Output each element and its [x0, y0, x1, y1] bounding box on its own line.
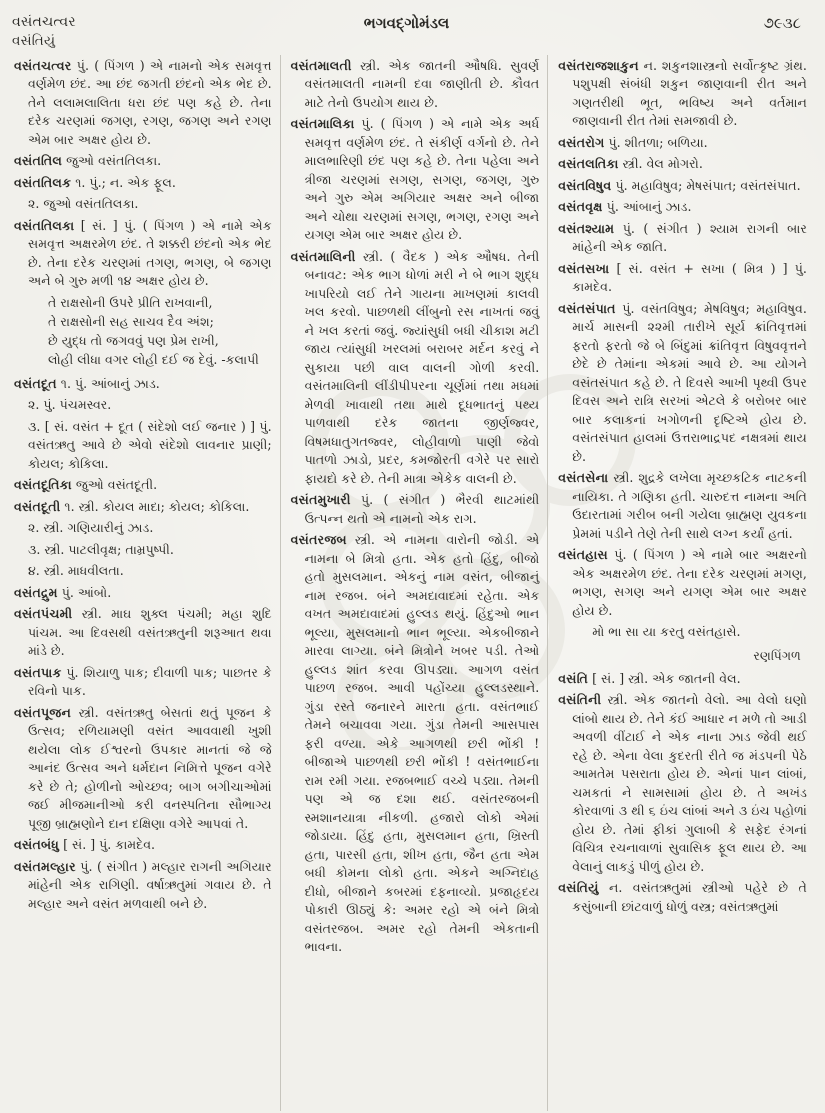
headword: વસંતતિલ — [14, 153, 63, 169]
column-1 — [12, 55, 280, 1111]
headword: વસંતદ્રુમ — [14, 584, 58, 600]
headword: વસંતિયું — [558, 880, 599, 896]
dictionary-entry: વસંતચત્વર પું. ( પિંગળ ) એ નામનો એક સમવૃત્ત વર્ણમેળ છંદ. આ છંદ જગતી છંદનો એક ભેદ છે. તેને લલામલાલિતા ધરા છંદ પણ કહે છે. તેના દરેક ચરણમાં જગણ, રગણ, જગણ અને રગણ એમ બાર અક્ષર હોય છે. — [14, 57, 272, 147]
dictionary-entry: વસંતરજબ સ્ત્રી. એ નામના વારોની જોડી. એ નામના બે મિત્રો હતા. એક હતો હિંદુ, બીજો હતો મુસલમાન. એકનું નામ વસંત, બીજાનું નામ રજબ. બંને અમદાવાદમાં રહેતા. એક વખત અમદાવાદમાં હુલ્લડ થયું. હિંદુઓ ભાન ભૂલ્યા, મુસલમાનો ભાન ભૂલ્યા. એકબીજાને મારવા લાગ્યા. બંને મિત્રોને ખબર પડી. તેઓ હુલ્લડ શાંત કરવા ઊપડ્યા. આગળ વસંત પાછળ રજબ. આવી પહોંચ્યા હુલ્લડસ્થાને. ગુંડા રસ્તે જનારને મારતા હતા. વસંતભાઈ તેમને બચાવવા ગયા. ગુંડા તેમની આસપાસ ફરી વળ્યા. એકે આગળથી છરી ભોંકી ! બીજાએ પાછળથી છરી ભોંકી ! વસંતભાઈના રામ રમી ગયા. રજબભાઈ વચ્ચે પડ્યા. તેમની પણ એ જ દશા થઈ. વસંતરજબની સ્મશાનયાત્રા નીકળી. હજારો લોકો એમાં જોડાયા. હિંદુ હતા, મુસલમાન હતા, ખ્રિસ્તી હતા, પારસી હતા, શીખ હતા, જૈન હતા એમ બધી કોમના લોકો હતા. એકને અગ્નિદાહ દીધો, બીજાને કબરમાં દફનાવ્યો. પ્રજાહૃદય પોકારી ઊઠ્યું કે: અમર રહો એ બંને મિત્રો વસંતરજબ. અમર રહો તેમની એકતાની ભાવના. — [290, 532, 540, 955]
headword: વસંતપંચમી — [14, 606, 73, 622]
entry-subsense: ૩. [ સં. વસંત + દૂત ( સંદેશો લઈ જનાર ) ] પું. વસંતઋતુ આવે છે એવો સંદેશો લાવનાર પ્રાણી; કોયલ; કોકિલા. — [28, 418, 272, 471]
headword: વસંતરજબ — [290, 532, 347, 548]
headword: વસંતમાલિકા — [290, 116, 355, 132]
dictionary-entry: વસંતદૂતિકા જુઓ વસંતદૂતી. — [14, 477, 158, 493]
column-3 — [547, 55, 815, 1111]
headword: વસંતલતિકા — [558, 156, 619, 172]
dictionary-entry: વસંતસખા [ સં. વસંત + સખા ( મિત્ર ) ] પું. કામદેવ. — [558, 260, 807, 295]
headword: વસંતબંધુ — [14, 837, 60, 853]
entry-subsense: ૨. પું. પંચમસ્વર. — [28, 397, 112, 413]
headword: વસંતિની — [558, 692, 602, 708]
dictionary-entry: વસંતદૂત ૧. પું. આંબાનું ઝાડ. — [14, 375, 160, 391]
entry-subsense: ૪. સ્ત્રી. માધવીલતા. — [28, 563, 124, 579]
headword: વસંતસેના — [558, 470, 609, 486]
headword: વસંતદૂત — [14, 375, 57, 391]
headword: વસંતચત્વર — [14, 57, 72, 73]
page-header — [12, 14, 815, 49]
headword: વસંતરોગ — [558, 134, 605, 150]
headword: વસંતિ — [558, 670, 589, 686]
dictionary-entry: વસંતસંપાત પું. વસંતવિષુવ; મેષવિષુવ; મહાવિષુવ. માર્ચ માસની ૨૨મી તારીખે સૂર્ય ક્રાંતિવૃત્તમાં ફરતો ફરતો જે બે બિંદુમાં ક્રાંતિવૃત્ત વિષુવવૃત્તને છેદે છે તેમાંના એકમાં આવે છે. આ યોગને વસંતસંપાત કહે છે. તે દિવસે આખી પૃથ્વી ઉપર દિવસ અને રાત્રિ સરખાં એટલે કે બરોબર બાર બાર કલાકનાં ખગોળની દૃષ્ટિએ હોય છે. વસંતસંપાત હાલમાં ઉત્તરાભાદ્રપદ નક્ષત્રમાં થાય છે. — [558, 300, 807, 464]
headword: વસંતમુખારી — [290, 492, 351, 508]
headword: વસંતદૂતી — [14, 498, 61, 514]
guide-word-bottom: વસંતિયું — [12, 32, 56, 49]
headword: વસંતમલ્હાર — [14, 858, 76, 874]
dictionary-entry: વસંતદ્રુમ પું. આંબો. — [14, 584, 112, 600]
dictionary-entry: વસંતરાજશાકુન ન. શકુનશાસ્ત્રનો સર્વોત્કૃષ્ટ ગ્રંથ. પશુપક્ષી સંબંધી શકુન જાણવાની રીત અને ગણતરીથી ભૂત, ભવિષ્ય અને વર્તમાન જાણવાની રીત તેમાં સમજાવી છે. — [558, 57, 807, 129]
headword: વસંતહાસ — [558, 547, 608, 563]
book-title: ભગવદ્ગોમંડલ — [363, 14, 450, 32]
dictionary-entry: વસંતિ [ સં. ] સ્ત્રી. એક જાતની વેલ. — [558, 670, 741, 686]
guide-words — [12, 14, 282, 49]
dictionary-entry: વસંતમલ્હાર પું. ( સંગીત ) મલ્હાર રાગની અગિયાર માંહેની એક રાગિણી. વર્ષાઋતુમાં ગવાય છે. તે મલ્હાર અને વસંત મળવાથી બને છે. — [14, 858, 272, 911]
headword: વસંતવિષુવ — [558, 177, 612, 193]
dictionary-entry: વસંતમુખારી પું. ( સંગીત ) ભૈરવી થાટમાંથી ઉત્પન્ન થતો એ નામનો એક રાગ. — [290, 492, 540, 526]
verse-line: તે રાક્ષસોની ઉપરે પ્રીતિ રાખવાની, — [48, 294, 213, 310]
verse-block — [48, 294, 272, 370]
headword: વસંતમાલિની — [290, 248, 356, 264]
dictionary-entry: વસંતલતિકા સ્ત્રી. વેલ મોગરો. — [558, 156, 703, 172]
verse-line: મો ભા સા યા કરતુ વસંતહાસે. — [592, 624, 741, 640]
dictionary-entry: વસંતપાક પું. શિયાળુ પાક; દીવાળી પાક; પાછતર કે રવિનો પાક. — [14, 664, 272, 699]
headword: વસંતપૂજન — [14, 704, 72, 720]
dictionary-entry: વસંતતિલક ૧. પું.; ન. એક ફૂલ. — [14, 174, 176, 190]
entry-subsense: ૨. જુઓ વસંતતિલકા. — [28, 196, 139, 212]
dictionary-entry: વસંતપંચમી સ્ત્રી. માઘ શુક્લ પંચમી; મહા શુદિ પાંચમ. આ દિવસથી વસંતઋતુની શરૂઆત થવા માંડે છે. — [14, 606, 272, 659]
dictionary-entry: વસંતમાલતી સ્ત્રી. એક જાતની ઔષધિ. સુવર્ણ વસંતમાલતી નામની દવા જાણીતી છે. કૌવત માટે તેનો ઉપયોગ થાય છે. — [290, 57, 540, 110]
dictionary-entry: વસંતહાસ પું. ( પિંગળ ) એ નામે બાર અક્ષરનો એક અક્ષરમેળ છંદ. તેના દરેક ચરણમાં મગણ, ભગણ, સગણ અને યગણ એમ બાર અક્ષર હોય છે. — [558, 547, 807, 618]
entry-subsense: ૨. સ્ત્રી. ગણિયારીનું ઝાડ. — [28, 520, 154, 536]
dictionary-entry: વસંતમાલિની સ્ત્રી. ( વૈદક ) એક ઔષધ. તેની બનાવટ: એક ભાગ ધોળાં મરી ને બે ભાગ શુદ્ધ ખાપરિયો લઈ તેને ગાયના માખણમાં કાલવી ખલ કરવો. પાછળથી લીંબુનો રસ નાખતાં જવું ને ખલ કરતાં જવું. જ્યાંસુધી બધી ચીકાશ મટી જાય ત્યાંસુધી ખરલમાં બરાબર મર્દન કરવું ને સુકાયા પછી વાલ વાલની ગોળી કરવી. વસંતમાલિની લીંડીપીપરના ચૂર્ણમાં તથા મધમાં મેળવી ખાવાથી તથા માથે દૂધભાતનું પથ્ય પાળવાથી દરેક જાતના જીર્ણજ્વર, વિષમધાતુગતજ્વર, લોહીવાળો પાણી જેવો પાતળો ઝાડો, પ્રદર, કમજોરતી વગેરે પર સારો ફાયદો કરે છે. તેની માત્રા એકેક વાલની છે. — [290, 248, 540, 486]
dictionary-entry: વસંતસેના સ્ત્રી. શુદ્રકે લખેલા મૃચ્છકટિક નાટકની નાયિકા. તે ગણિકા હતી. ચારુદત્ત નામના અતિ ઉદારતામાં ગરીબ બની ગયેલા બ્રાહ્મણ યુવકના પ્રેમમાં પડીને તેણે તેની સાથે લગ્ન કર્યાં હતાં. — [558, 470, 807, 541]
dictionary-entry: વસંતદૂતી ૧. સ્ત્રી. કોયલ માદા; કોયલ; કોકિલા. — [14, 498, 250, 514]
headword: વસંતસખા — [558, 260, 610, 276]
dictionary-entry: વસંતશ્યામ પું. ( સંગીત ) શ્યામ રાગની બાર માંહેની એક જાતિ. — [558, 220, 807, 255]
dictionary-entry: વસંતમાલિકા પું. ( પિંગળ ) એ નામે એક અર્ધ સમવૃત્ત વર્ણમેળ છંદ. તે સંકીર્ણ વર્ગનો છે. તેને માલભારિણી છંદ પણ કહે છે. તેના પહેલા અને ત્રીજા ચરણમાં સગણ, સગણ, જગણ, ગુરુ અને ગુરુ એમ અગિયાર અક્ષર અને બીજા અને ચોથા ચરણમાં સગણ, ભગણ, રગણ અને યગણ એમ બાર અક્ષર હોય છે. — [290, 116, 540, 243]
verse-line: છે યુદ્ધ તો જગવવું પણ પ્રેમ રાખી, — [48, 332, 219, 348]
headword: વસંતપાક — [14, 664, 62, 680]
verse-attribution: રણપિંગળ — [753, 648, 801, 664]
verse-line: લોહી લીધા વગર લોહી દઈ જ દેવું. -કલાપી — [48, 351, 259, 367]
headword: વસંતવૃક્ષ — [558, 199, 603, 215]
headword: વસંતતિલક — [14, 174, 72, 190]
dictionary-entry: વસંતબંધુ [ સં. ] પું. કામદેવ. — [14, 837, 156, 853]
headword: વસંતસંપાત — [558, 300, 616, 316]
dictionary-entry: વસંતિની સ્ત્રી. એક જાતનો વેલો. આ વેલો ઘણો લાંબો થાય છે. તેને કંઈ આધાર ન મળે તો આડી અવળી વીંટાઈ ને એક નાના ઝાડ જેવી થઈ રહે છે. એના વેલા કુદરતી રીતે જ મંડપની પેઠે આમતેમ પસરાતા હોય છે. એનાં પાન લાંબાં, ચમકતાં ને સામસામાં હોય છે. તે અખંડ કોરવાળાં ૩ થી ૬ ઇંચ લાંબાં અને ૩ ઇંચ પહોળાં હોય છે. તેમાં ફીકાં ગુલાબી કે સફેદ રંગનાં વિચિત્ર રચનાવાળાં સુવાસિક ફૂલ થાય છે. આ વેલાનું લાકડું પીળું હોય છે. — [558, 692, 807, 874]
dictionary-entry: વસંતવિષુવ પું. મહાવિષુવ; મેષસંપાત; વસંતસંપાત. — [558, 177, 801, 193]
dictionary-entry: વસંતતિલ જુઓ વસંતતિલકા. — [14, 153, 162, 169]
dictionary-entry: વસંતપૂજન સ્ત્રી. વસંતઋતુ બેસતાં થતું પૂજન કે ઉત્સવ; રળિયામણી વસંત આવવાથી ખુશી થયેલા લોક ઈશ્વરનો ઉપકાર માનતાં જે જે આનંદ ઉત્સવ અને ધર્મદાન નિમિત્તે પૂજન વગેરે કરે છે તે; હોળીનો ઓચ્છવ; બાગ બગીચાઓમાં જઈ મીજમાનીઓ કરી વનસ્પતિના સૌભાગ્ય પૂજી બ્રાહ્મણોને દાન દક્ષિણા વગેરે આપવાં તે. — [14, 704, 272, 831]
headword: વસંતશ્યામ — [558, 220, 615, 236]
headword: વસંતદૂતિકા — [14, 477, 72, 493]
verse-line: તે રાક્ષસોની સહ સાચવ દૈવ અંશ; — [48, 313, 214, 329]
text-columns — [12, 55, 815, 1111]
dictionary-entry: વસંતરોગ પું. શીતળા; બળિયા. — [558, 134, 708, 150]
guide-word-top: વસંતચત્વર — [12, 14, 76, 30]
dictionary-entry: વસંતવૃક્ષ પું. આંબાનું ઝાડ. — [558, 199, 692, 215]
headword: વસંતરાજશાકુન — [558, 57, 639, 73]
headword: વસંતમાલતી — [290, 57, 352, 73]
dictionary-entry: વસંતતિલકા [ સં. ] પું. ( પિંગળ ) એ નામે એક સમવૃત્ત અક્ષરમેળ છંદ. તે શક્કરી છંદનો એક ભેદ છે. તેના દરેક ચરણમાં તગણ, ભગણ, બે જગણ અને બે ગુરુ મળી ૧૪ અક્ષર હોય છે. — [14, 217, 272, 289]
column-2 — [280, 55, 548, 1111]
verse-block — [592, 623, 807, 642]
dictionary-entry: વસંતિયું ન. વસંતઋતુમાં સ્ત્રીઓ પહેરે છે તે કસુંબાની છાંટવાળું ધોળું વસ્ત્ર; વસંતઋતુમાં — [558, 880, 807, 914]
headword: વસંતતિલકા — [14, 217, 75, 233]
entry-subsense: ૩. સ્ત્રી. પાટલીવૃક્ષ; તામ્રપુષ્પી. — [28, 541, 174, 557]
page-number: ૭૯૩૮ — [763, 14, 801, 32]
